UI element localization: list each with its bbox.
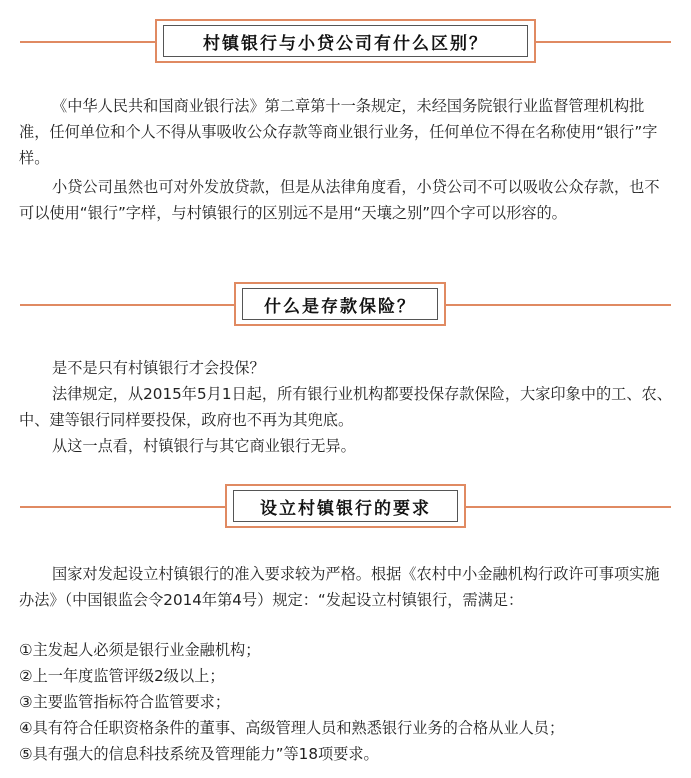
- heading-rule-right: [466, 506, 671, 508]
- section-heading-deposit-insurance: [0, 282, 691, 328]
- heading-title: 村镇银行与小贷公司有什么区别？: [163, 25, 528, 57]
- list-item: ⑤具有强大的信息科技系统及管理能力”等18项要求。: [19, 745, 379, 763]
- paragraph: 《中华人民共和国商业银行法》第二章第十一条规定，未经国务院银行业监督管理机构批准，任何单位和个人不得从事吸收公众存款等商业银行业务，任何单位不得在名称使用“银行”字样。: [19, 97, 658, 167]
- paragraph: 是不是只有村镇银行才会投保？: [52, 359, 265, 377]
- list-item: ②上一年度监管评级2级以上；: [19, 667, 225, 685]
- section-heading-requirements: [0, 484, 691, 530]
- heading-rule-left: [20, 41, 155, 43]
- heading-rule-left: [20, 506, 225, 508]
- paragraph: 从这一点看，村镇银行与其它商业银行无异。: [52, 437, 356, 455]
- heading-rule-right: [536, 41, 671, 43]
- list-item: ①主发起人必须是银行业金融机构；: [19, 641, 261, 659]
- heading-title: 什么是存款保险？: [242, 288, 438, 320]
- paragraph: 国家对发起设立村镇银行的准入要求较为严格。根据《农村中小金融机构行政许可事项实施办法》（中国银监会令2014年第4号）规定：“发起设立村镇银行，需满足：: [19, 565, 660, 609]
- heading-title: 设立村镇银行的要求: [233, 490, 458, 522]
- heading-frame: [225, 484, 466, 528]
- paragraph: 小贷公司虽然也可对外发放贷款，但是从法律角度看，小贷公司不可以吸收公众存款，也不可以使用“银行”字样，与村镇银行的区别远不是用“天壤之别”四个字可以形容的。: [19, 178, 660, 222]
- heading-rule-left: [20, 304, 234, 306]
- paragraph: 法律规定，从2015年5月1日起，所有银行业机构都要投保存款保险，大家印象中的工、农、中、建等银行同样要投保，政府也不再为其兜底。: [19, 385, 672, 429]
- list-item: ③主要监管指标符合监管要求；: [19, 693, 231, 711]
- heading-frame: [155, 19, 536, 63]
- heading-frame: [234, 282, 446, 326]
- list-item: ④具有符合任职资格条件的董事、高级管理人员和熟悉银行业务的合格从业人员；: [19, 719, 565, 737]
- section-heading-difference: [0, 19, 691, 65]
- heading-rule-right: [446, 304, 671, 306]
